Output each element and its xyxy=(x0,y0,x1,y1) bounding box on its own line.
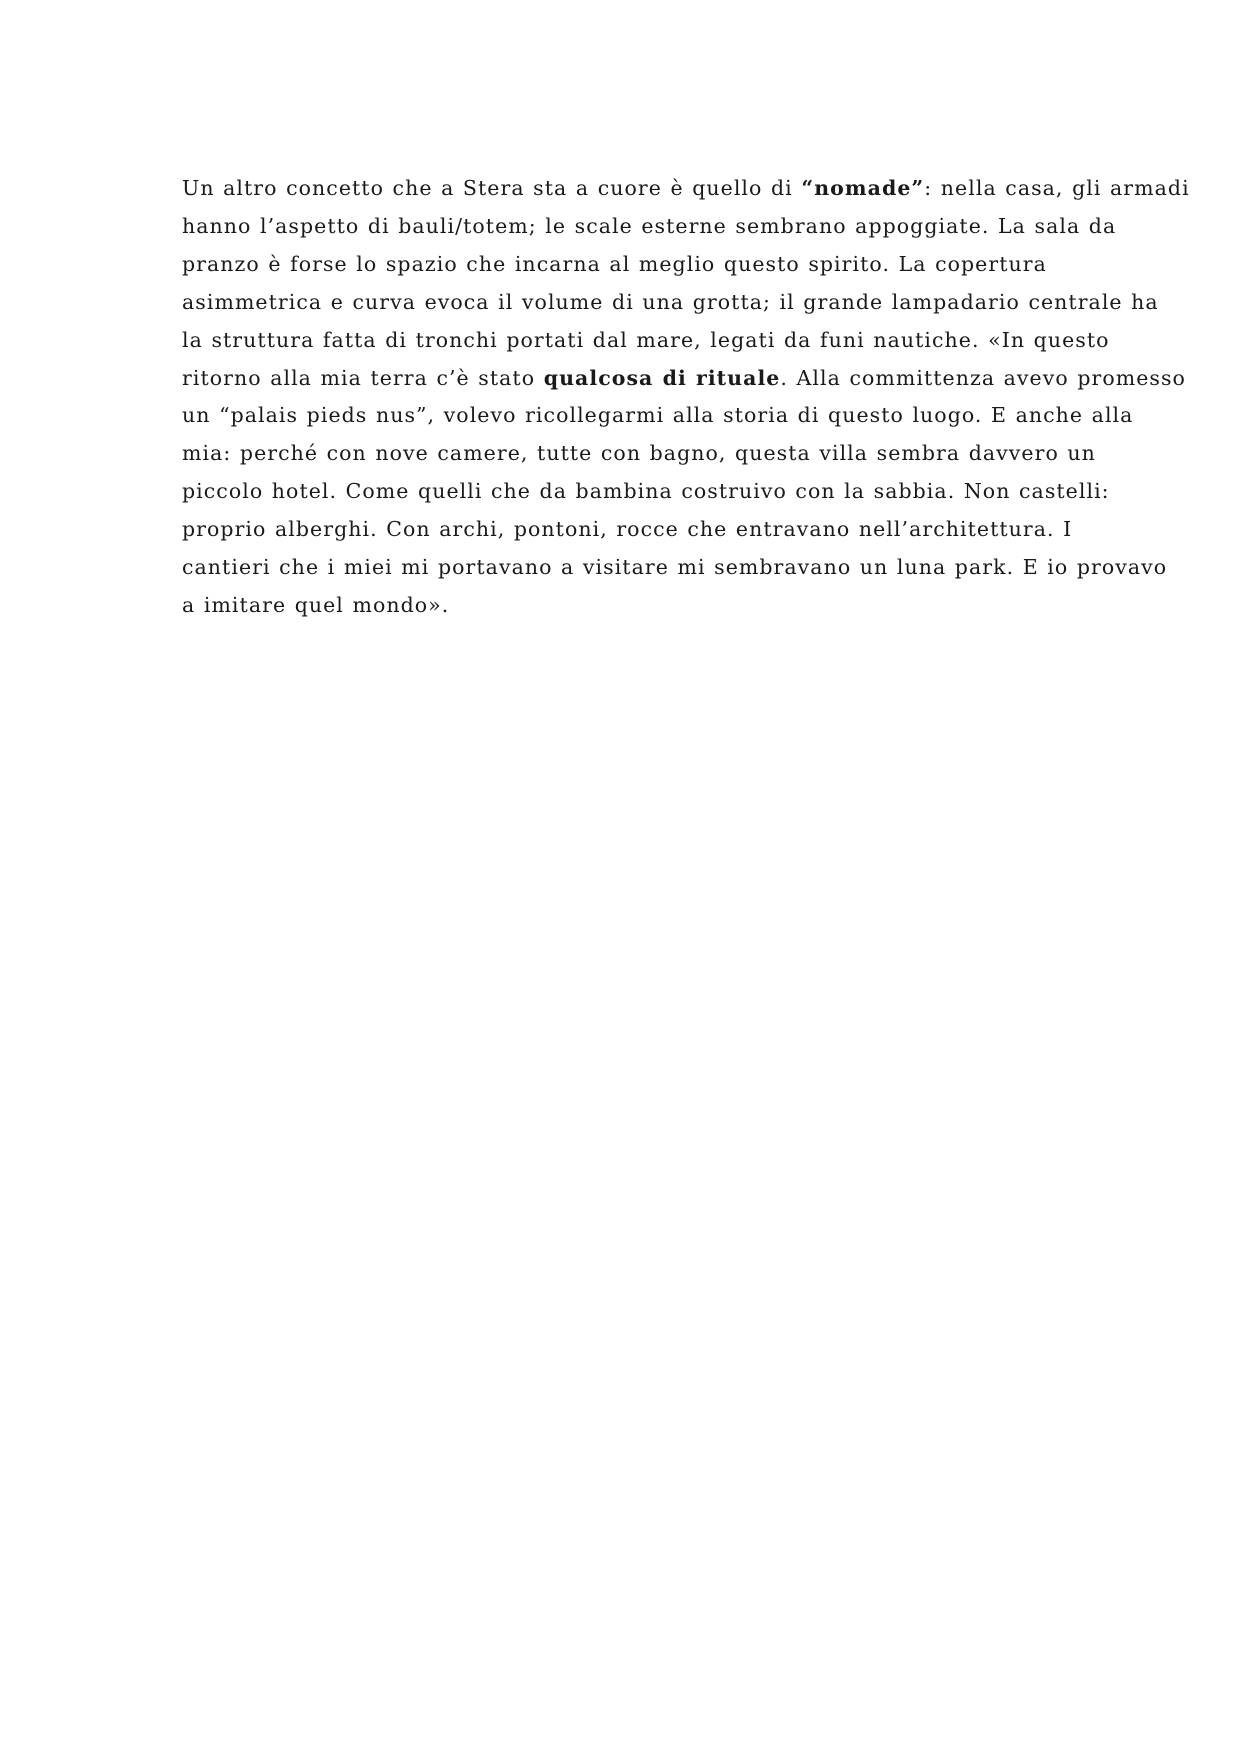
text-segment: piccolo hotel. Come quelli che da bambina costruivo con la sabbia. Non castelli: xyxy=(182,479,1110,504)
emphasized-text: “nomade” xyxy=(801,176,925,200)
body-paragraph xyxy=(182,170,1190,625)
text-line xyxy=(182,322,1110,360)
text-segment: cantieri che i miei mi portavano a visitare mi sembravano un luna park. E io provavo xyxy=(182,555,1168,580)
text-segment: mia: perché con nove camere, tutte con bagno, questa villa sembra davvero un xyxy=(182,441,1096,466)
text-line xyxy=(182,435,1096,473)
text-line xyxy=(182,284,1159,322)
text-line xyxy=(182,246,1082,284)
text-segment: asimmetrica e curva evoca il volume di una grotta; il grande lampadario centrale ha xyxy=(182,289,1159,314)
text-segment: ritorno alla mia terra c’è stato xyxy=(182,365,544,390)
text-segment: hanno l’aspetto di bauli/totem; le scale esterne sembrano appoggiate. La sala da xyxy=(182,213,1117,238)
text-line xyxy=(182,587,1082,625)
text-segment: : nella casa, gli armadi xyxy=(924,176,1190,200)
text-line xyxy=(182,170,1190,208)
text-segment: . Alla committenza avevo promesso xyxy=(780,365,1186,390)
emphasized-text: qualcosa di rituale xyxy=(543,365,781,390)
text-line xyxy=(182,208,1117,246)
text-segment: la struttura fatta di tronchi portati dal mare, legati da funi nautiche. «In questo xyxy=(182,327,1110,352)
text-segment: a imitare quel mondo». xyxy=(182,592,450,617)
text-line xyxy=(182,397,1134,435)
text-segment: un “palais pieds nus”, volevo ricollegarmi alla storia di questo luogo. E anche alla xyxy=(182,403,1134,428)
text-line xyxy=(182,473,1110,511)
text-segment: Un altro concetto che a Stera sta a cuore è quello di xyxy=(182,176,802,200)
text-segment: pranzo è forse lo spazio che incarna al meglio questo spirito. La copertura xyxy=(182,251,1047,276)
text-segment: proprio alberghi. Con archi, pontoni, rocce che entravano nell’architettura. I xyxy=(182,517,1073,542)
text-line xyxy=(182,511,1082,549)
text-line xyxy=(182,549,1168,587)
text-line xyxy=(182,360,1186,398)
